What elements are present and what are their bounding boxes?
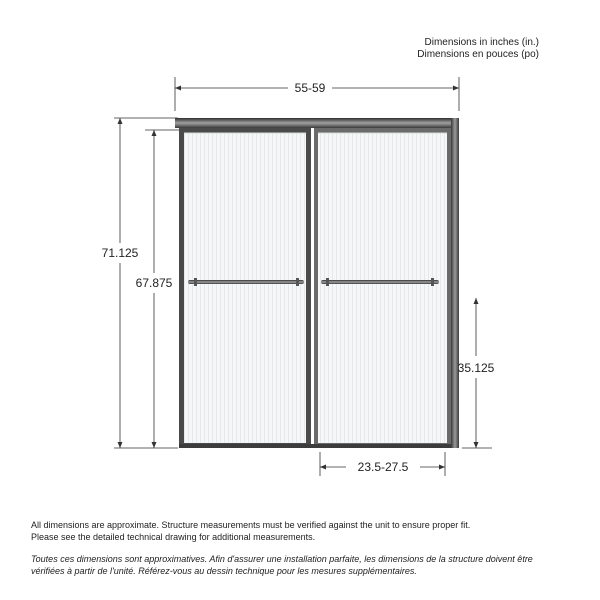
top-rail: [175, 118, 459, 128]
handle-height-dimension: [458, 298, 495, 448]
units-english: Dimensions in inches (in.): [424, 37, 539, 48]
note-french-line-1: Toutes ces dimensions sont approximatives. Afin d'assurer une installation parfaite, les dimensions de la structure doivent être: [31, 554, 533, 564]
bottom-track: [179, 444, 451, 448]
door-height-label: 67.875: [135, 276, 173, 290]
disclaimer-notes: [31, 520, 576, 577]
wall-jamb-right: [451, 118, 459, 448]
door-width-dimension: [320, 452, 445, 476]
note-english-line-1: All dimensions are approximate. Structure measurements must be verified against the unit to ensure proper fit.: [31, 520, 471, 530]
note-english-line-2: Please see the detailed technical drawing for additional measurements.: [31, 531, 316, 542]
overall-width-dimension: [175, 77, 459, 111]
door-height-dimension: [136, 130, 180, 448]
shower-door-unit: [175, 118, 459, 448]
units-french: Dimensions en pouces (po): [417, 49, 539, 60]
overall-width-label: 55-59: [294, 81, 326, 95]
handle-height-label: 35.125: [457, 361, 495, 375]
door-width-label: 23.5-27.5: [357, 460, 409, 474]
left-door-glass: [184, 133, 306, 443]
note-french-line-2: vérifiées à partir de l'unité. Référez-vous au dessin technique pour les mesures supplémentaires.: [31, 565, 417, 576]
right-door-glass: [318, 133, 447, 443]
overall-height-label: 71.125: [101, 246, 139, 260]
